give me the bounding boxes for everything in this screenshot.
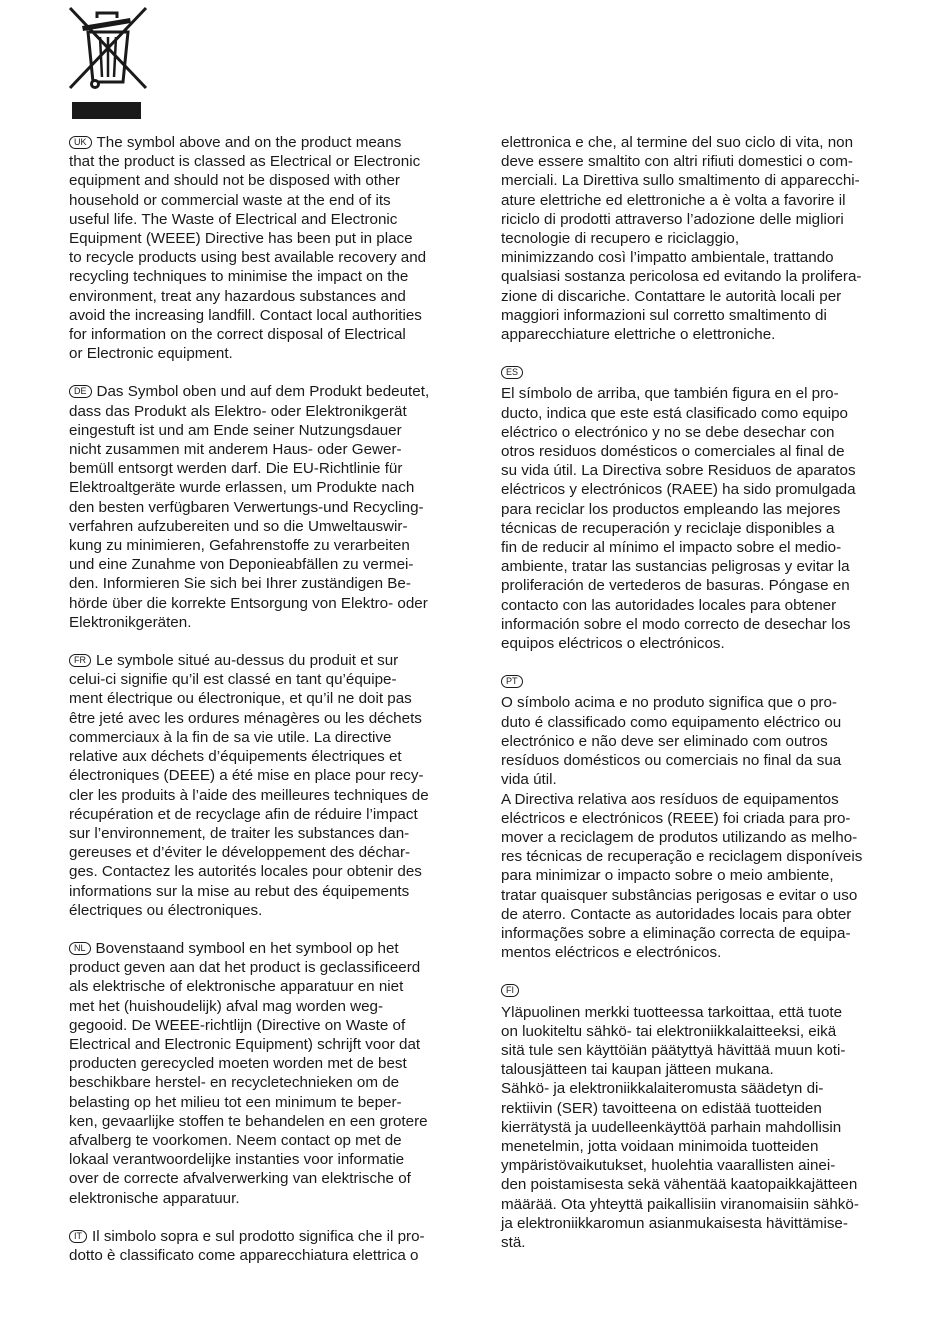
- section-es: [501, 363, 881, 653]
- section-de: [69, 382, 454, 632]
- section-uk-text: The symbol above and on the product means that the product is classed as Electrical or Electronic equipment and should not be disposed with other household or commercial waste at the end of its useful life. The Waste of Electrical and Electronic Equipment (WEEE) Directive has been put in place to recycle products using best available recovery and recycling techniques to minimise the impact on the environment, treat any hazardous substances and avoid the increasing landfill. Contact local authorities for information on the correct disposal of Electrical or Electronic equipment.: [69, 134, 427, 363]
- section-nl-paragraph: [69, 939, 454, 1208]
- pt-language-badge: PT: [501, 675, 523, 688]
- es-badge-row: [501, 363, 523, 382]
- section-fr-paragraph: [69, 651, 454, 920]
- section-it-paragraph-start: [69, 1227, 454, 1265]
- section-de-text: Das Symbol oben und auf dem Produkt bedeutet, dass das Produkt als Elektro- oder Elektronikgerät eingestuft ist und am Ende seiner Nutzungsdauer nicht zusammen mit anderem Haus- oder Gewer- bemüll entsorgt werden darf. Die EU-Richtlinie für Elektroaltgeräte wurde erlassen, um Produkte nach den besten verfügbaren Verwertungs-und Recycling- verfahren aufzubereiten und so die Umweltauswir- kung zu minimieren, Gefahrenstoffe zu verarbeiten und eine Zunahme von Deponieabfällen zu vermei- den. Informieren Sie sich bei Ihrer zuständigen Be- hörde über die korrekte Entsorgung von Elektro- oder Elektronikgeräten.: [69, 383, 430, 631]
- pt-badge-row: [501, 672, 523, 691]
- section-it-start: [69, 1227, 454, 1265]
- section-it-continued: [501, 133, 881, 344]
- uk-language-badge: UK: [69, 136, 92, 149]
- section-uk-paragraph: [69, 133, 454, 363]
- right-column: [501, 133, 881, 1271]
- section-pt-text: O símbolo acima e no produto significa que o pro- duto é classificado como equipamento eléctrico ou electrónico e não deve ser eliminado com outros resíduos domésticos ou comerciais no final da sua vida útil. A Directiva relativa aos resíduos de equipamentos eléctricos e electrónicos (REEE) foi criada para pro- mover a reciclagem de produtos utilizando as melho- res técnicas de recuperação e reciclagem disponíveis para minimizar o impacto sobre o meio ambiente, tratar quaisquer substâncias perigosas e evitar o uso de aterro. Contacte as autoridades locais para obter informações sobre a eliminação correcta de equipa- mentos eléctricos e electrónicos.: [501, 694, 863, 962]
- fi-language-badge: FI: [501, 984, 519, 997]
- section-uk: [69, 133, 454, 363]
- section-it-text-continued: elettronica e che, al termine del suo ciclo di vita, non deve essere smaltito con altri rifiuti domestici o com- merciali. La Direttiva sullo smaltimento di apparecchi- ature elettriche ed elettroniche a è volta a favorire il riciclo di prodotti attraverso l’adozione delle migliori tecnologie di recupero e riciclaggio, minimizzando così l’impatto ambientale, trattando qualsiasi sostanza pericolosa ed evitando la prolifera- zione di discariche. Contattare le autorità locali per maggiori informazioni sul corretto smaltimento di apparecchiature elettriche o elettroniche.: [501, 134, 862, 344]
- section-nl: [69, 939, 454, 1208]
- left-column: [69, 133, 454, 1284]
- crossed-out-wheelie-bin-icon: [64, 4, 150, 120]
- fr-language-badge: FR: [69, 654, 91, 667]
- weee-bin-icon: [64, 4, 150, 120]
- nl-language-badge: NL: [69, 942, 91, 955]
- section-fr: [69, 651, 454, 920]
- section-nl-text: Bovenstaand symbool en het symbool op het product geven aan dat het product is geclassificeerd als elektrische of elektronische apparatuur en niet met het (huishoudelijk) afval mag worden weg- gegooid. De WEEE-richtlijn (Directive on Waste of Electrical and Electronic Equipment) schrijft voor dat producten gerecycled moeten worden met de best beschikbare herstel- en recycletechnieken om de belasting op het milieu tot een minimum te beper- ken, gevaarlijke stoffen te behandelen en een grotere afvalberg te voorkomen. Neem contact op met de lokaal verantwoordelijke instanties voor informatie over de correcte afvalverwerking van elektrische of elektronische apparatuur.: [69, 939, 428, 1207]
- fi-badge-row: [501, 981, 519, 1000]
- section-es-text: El símbolo de arriba, que también figura en el pro- ducto, indica que este está clasificado como equipo eléctrico o electrónico y no se debe desechar con otros residuos domésticos o comerciales al final de su vida útil. La Directiva sobre Residuos de aparatos eléctricos y electrónicos (RAEE) ha sido promulgada para reciclar los productos empleando las mejores técnicas de recuperación y reciclaje disponibles a fin de reducir al mínimo el impacto sobre el medio- ambiente, tratar las sustancias peligrosas y evitar la proliferación de vertederos de basuras. Póngase en contacto con las autoridades locales para obtener información sobre el modo correcto de desechar los equipos eléctricos o electrónicos.: [501, 385, 856, 653]
- section-fi-text: Yläpuolinen merkki tuotteessa tarkoittaa, että tuote on luokiteltu sähkö- tai elektroniikkalaitteeksi, eikä sitä tule sen käyttöiän päätyttyä hävittää muun koti- talousjätteen tai kaupan jätteen mukana. Sähkö- ja elektroniikkalaiteromusta säädetyn di- rektiivin (SER) tavoitteena on edistää tuotteiden kierrätystä ja uudelleenkäyttöä parhain mahdollisin menetelmin, jotta voidaan minimoida tuotteiden ympäristövaikutukset, huolehtia vaarallisten ainei- den poistamisesta sekä vähentää kaatopaikkajätteen määrää. Ota yhteyttä paikallisiin viranomaisiin sähkö- ja elektroniikkaromun asianmukaisesta hävittämise- stä.: [501, 1003, 859, 1251]
- de-language-badge: DE: [69, 385, 92, 398]
- section-fr-text: Le symbole situé au-dessus du produit et sur celui-ci signifie qu’il est classé en tant qu’équipe- ment électrique ou électronique, et qu’il ne doit pas être jeté avec les ordures ménagères ou les déchets commerciaux à la fin de sa vie utile. La directive relative aux déchets d’équipements électriques et électroniques (DEEE) a été mise en place pour recy- cler les produits à l’aide des meilleures techniques de récupération et de recyclage afin de réduire l’impact sur l’environnement, de traiter les substances dan- gereuses et d’éviter le développement des déchar- ges. Contactez les autorités locales pour obtenir des informations sur la mise au rebut des équipements électriques ou électroniques.: [69, 652, 429, 919]
- section-pt: [501, 672, 881, 962]
- it-language-badge: IT: [69, 1230, 87, 1243]
- section-fi: [501, 981, 881, 1252]
- es-language-badge: ES: [501, 366, 523, 379]
- section-de-paragraph: [69, 382, 454, 632]
- section-it-text-start: Il simbolo sopra e sul prodotto significa che il pro- dotto è classificato come apparecchiatura elettrica o: [69, 1227, 425, 1264]
